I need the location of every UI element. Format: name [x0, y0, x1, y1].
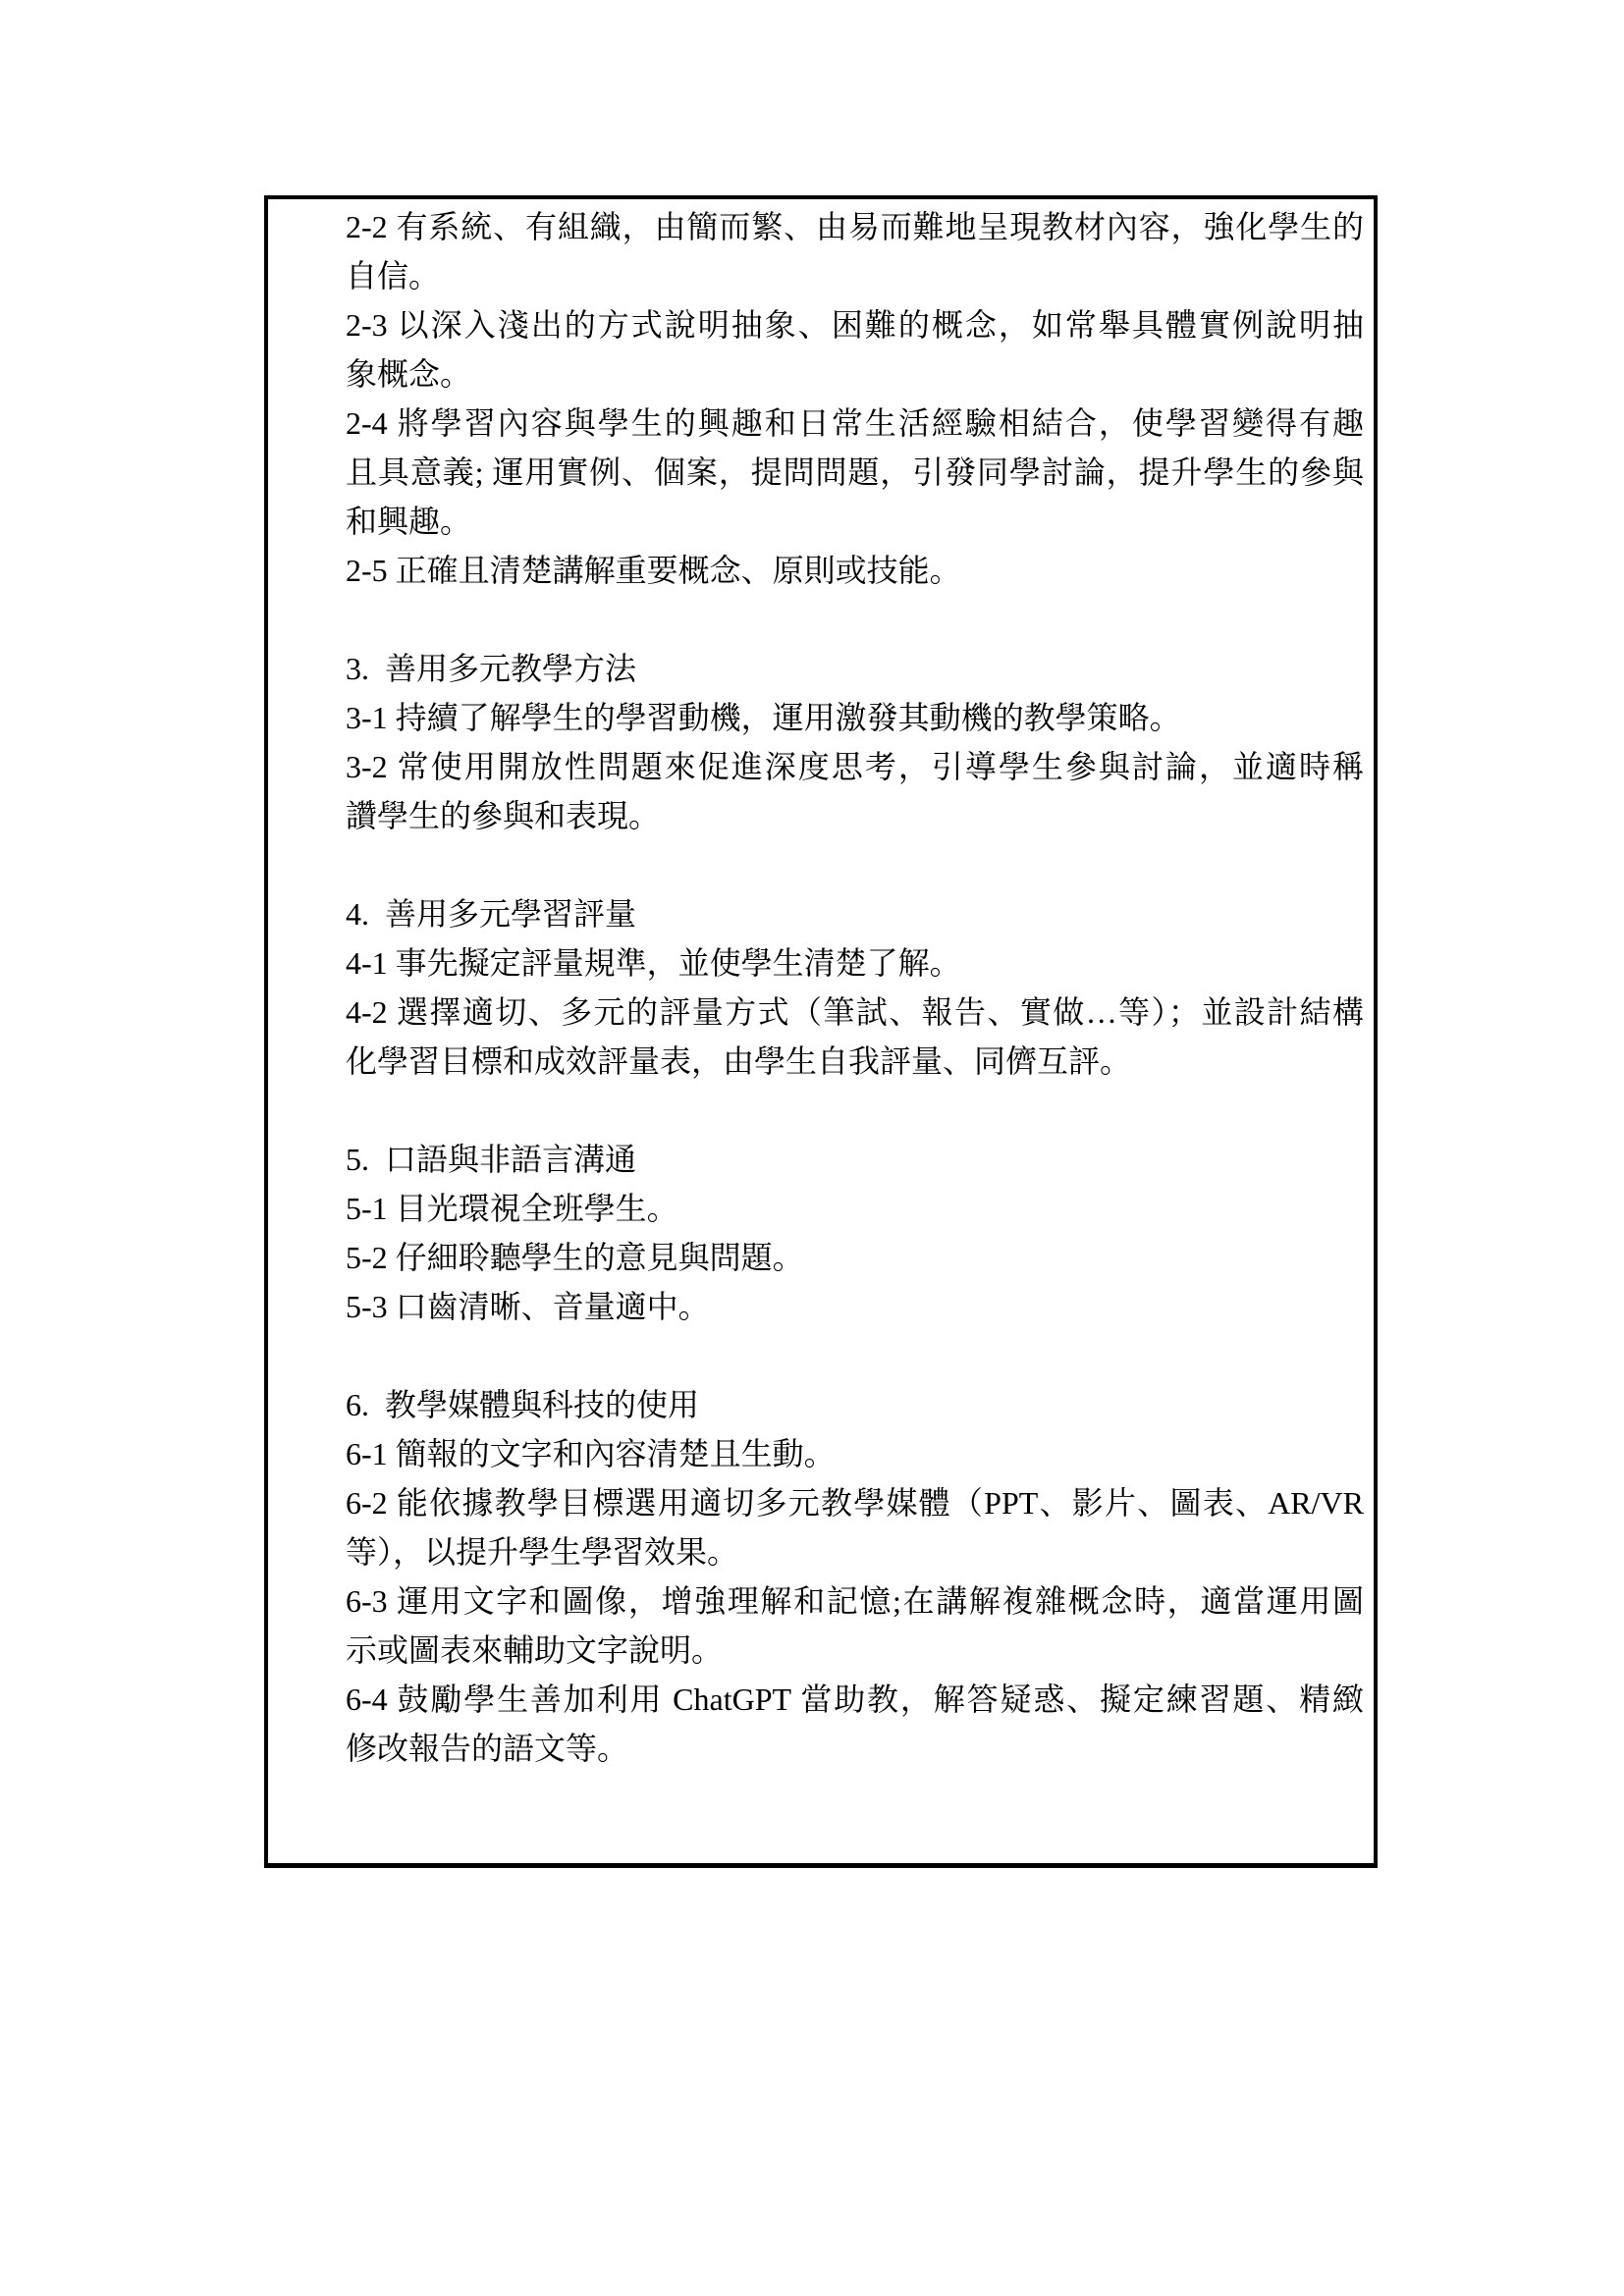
criterion-line: 2-3 以深入淺出的方式說明抽象、困難的概念，如常舉具體實例說明抽: [346, 307, 1364, 343]
evaluation-criteria-table-cell: [264, 195, 1378, 1868]
criterion-line: 4-2 選擇適切、多元的評量方式（筆試、報告、實做…等）；並設計結構: [346, 994, 1364, 1030]
section-heading: 6. 教學媒體與科技的使用: [346, 1387, 700, 1422]
criterion-line: 6-4 鼓勵學生善加利用 ChatGPT 當助教，解答疑惑、擬定練習題、精緻: [346, 1682, 1364, 1717]
criterion-line: 5-1 目光環視全班學生。: [346, 1191, 678, 1226]
criterion-line: 5-2 仔細聆聽學生的意見與問題。: [346, 1240, 804, 1275]
section-heading: 5. 口語與非語言溝通: [346, 1142, 637, 1177]
criterion-continuation-line: 化學習目標和成效評量表，由學生自我評量、同儕互評。: [346, 1043, 1132, 1079]
section-heading: 3. 善用多元教學方法: [346, 651, 637, 686]
criterion-line: 2-5 正確且清楚講解重要概念、原則或技能。: [346, 553, 961, 588]
criterion-continuation-line: 自信。: [346, 258, 441, 294]
criterion-continuation-line: 象概念。: [346, 356, 472, 392]
criterion-continuation-line: 和興趣。: [346, 504, 472, 539]
criterion-line: 4-1 事先擬定評量規準，並使學生清楚了解。: [346, 945, 961, 981]
blank-line: [346, 595, 1364, 644]
criterion-line: 2-2 有系統、有組織，由簡而繁、由易而難地呈現教材內容，強化學生的: [346, 209, 1364, 244]
criterion-continuation-line: 修改報告的語文等。: [346, 1731, 629, 1766]
criterion-line: 5-3 口齒清晰、音量適中。: [346, 1289, 710, 1324]
criterion-line: 6-3 運用文字和圖像，增強理解和記憶;在講解複雜概念時，適當運用圖: [346, 1583, 1364, 1619]
criterion-continuation-line: 等），以提升學生學習效果。: [346, 1534, 739, 1570]
criterion-line: 3-1 持續了解學生的學習動機，運用激發其動機的教學策略。: [346, 700, 1181, 735]
criterion-continuation-line: 讚學生的參與和表現。: [346, 798, 661, 833]
criterion-continuation-line: 示或圖表來輔助文字說明。: [346, 1632, 724, 1668]
blank-line: [346, 840, 1364, 889]
criterion-line: 3-2 常使用開放性問題來促進深度思考，引導學生參與討論，並適時稱: [346, 749, 1364, 784]
criterion-line: 2-4 將學習內容與學生的興趣和日常生活經驗相結合，使學習變得有趣: [346, 405, 1364, 441]
blank-line: [346, 1331, 1364, 1380]
criterion-line: 6-2 能依據教學目標選用適切多元教學媒體（PPT、影片、圖表、AR/VR: [346, 1485, 1364, 1521]
criterion-line: 6-1 簡報的文字和內容清楚且生動。: [346, 1436, 836, 1471]
section-heading: 4. 善用多元學習評量: [346, 896, 637, 932]
blank-line: [346, 1086, 1364, 1135]
criterion-continuation-line: 且具意義; 運用實例、個案，提問問題，引發同學討論，提升學生的參與: [346, 454, 1364, 490]
